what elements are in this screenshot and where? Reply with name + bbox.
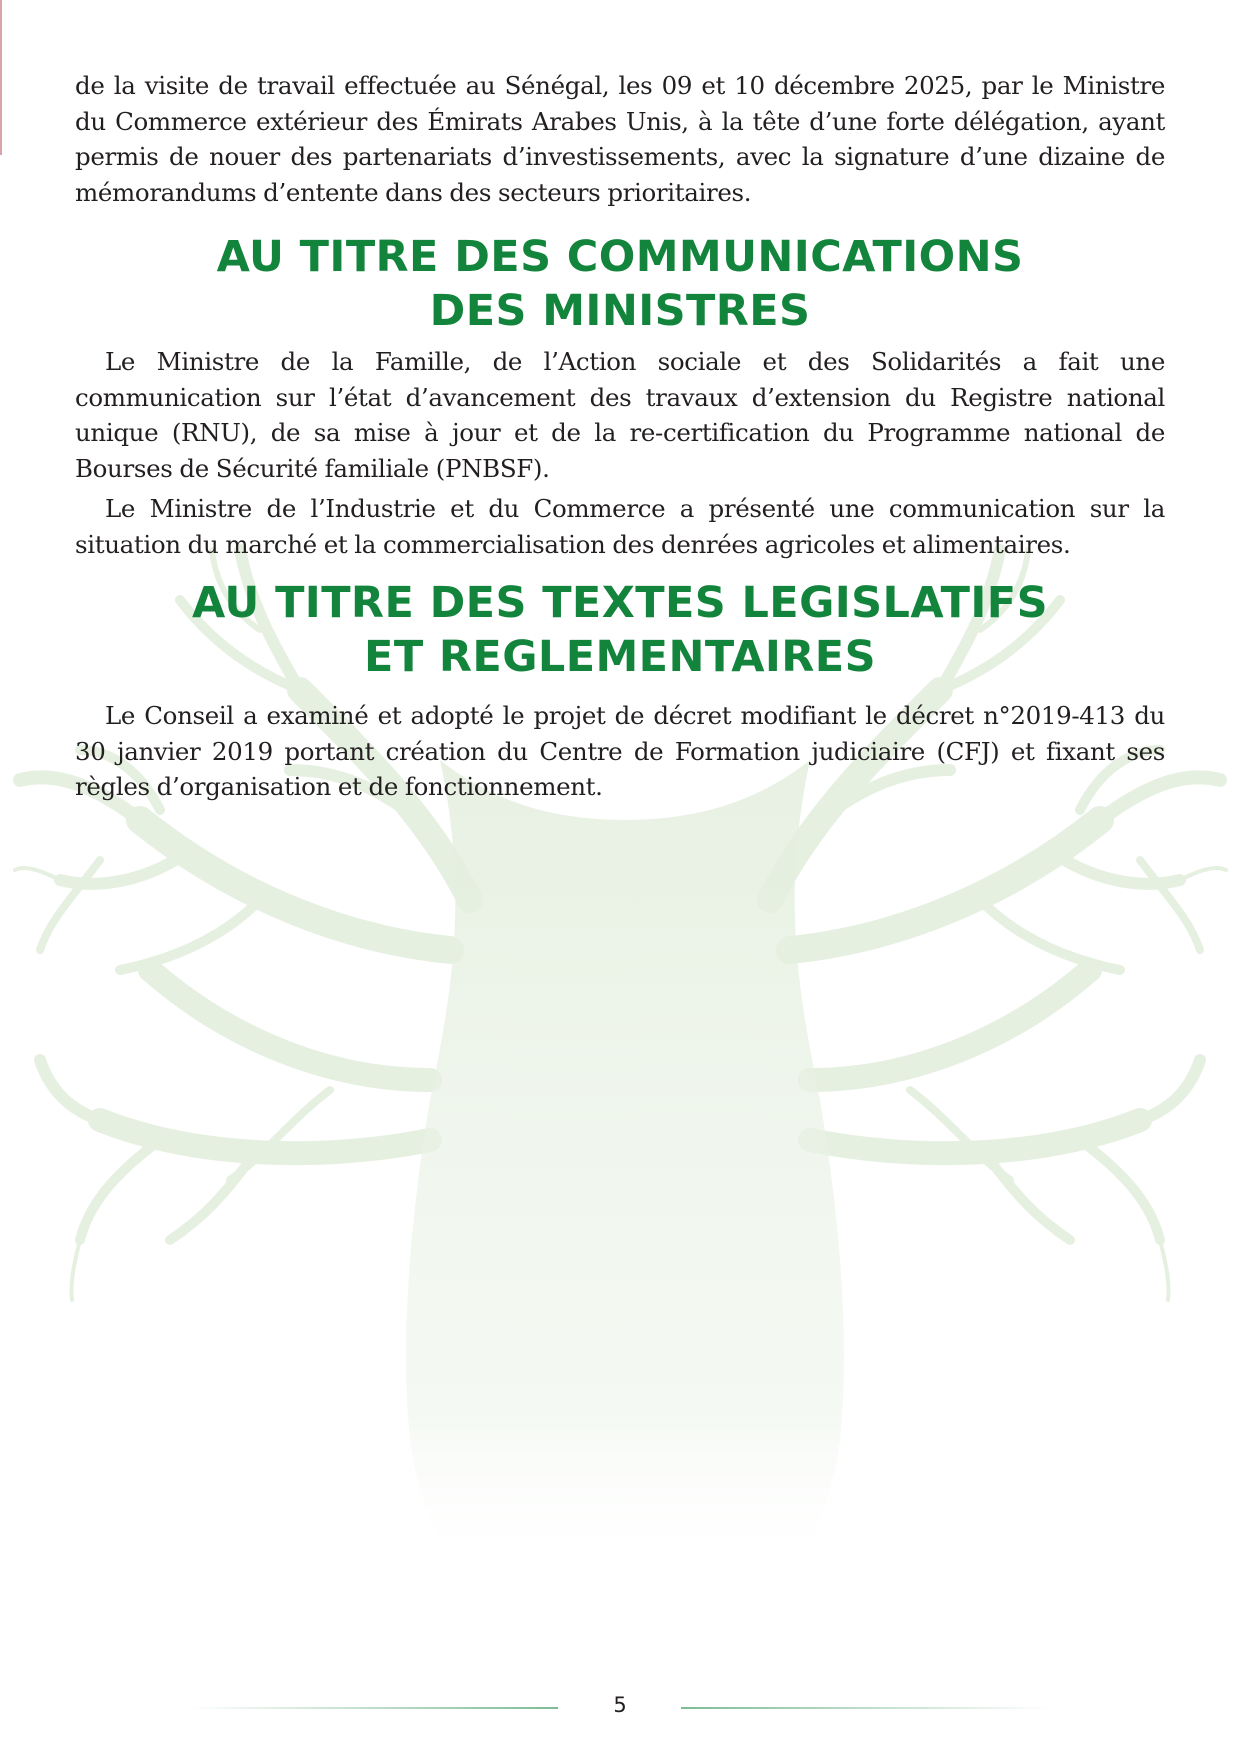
footer-divider-right: [681, 1707, 1051, 1709]
section-title-line: AU TITRE DES COMMUNICATIONS: [216, 232, 1024, 282]
section-title-line: AU TITRE DES TEXTES LEGISLATIFS: [192, 578, 1048, 628]
page-number: 5: [613, 1693, 627, 1717]
textes-paragraph: Le Conseil a examiné et adopté le projet de décret modifiant le décret n°2019-413 du 30 janvier 2019 portant création du Centre de Formation judiciaire (CFJ) et fixant ses règles d’organisation et de fonctionnement.: [75, 701, 1165, 801]
page-edge-mark: [0, 0, 2, 155]
section-title-communications: [75, 230, 1165, 338]
section-title-line: ET REGLEMENTAIRES: [364, 632, 876, 682]
section-title-line: DES MINISTRES: [429, 286, 811, 336]
communication-famille-paragraph: Le Ministre de la Famille, de l’Action sociale et des Solidarités a fait une communication sur l’état d’avancement des travaux d’extension du Registre national unique (RNU), de sa mise à jour et de la re-certification du Programme national de Bourses de Sécurité familiale (PNBSF).: [75, 347, 1165, 483]
footer-divider-left: [190, 1707, 558, 1709]
intro-paragraph: de la visite de travail effectuée au Sénégal, les 09 et 10 décembre 2025, par le Ministre du Commerce extérieur des Émirats Arabes Unis, à la tête d’une forte délégation, ayant permis de nouer des partenariats d’investissements, avec la signature d’une dizaine de mémorandums d’entente dans des secteurs prioritaires.: [75, 71, 1165, 207]
section-title-textes: [75, 576, 1165, 684]
communication-industrie-paragraph: Le Ministre de l’Industrie et du Commerce a présenté une communication sur la situation du marché et la commercialisation des denrées agricoles et alimentaires.: [75, 494, 1165, 559]
page-content: [75, 68, 1165, 805]
